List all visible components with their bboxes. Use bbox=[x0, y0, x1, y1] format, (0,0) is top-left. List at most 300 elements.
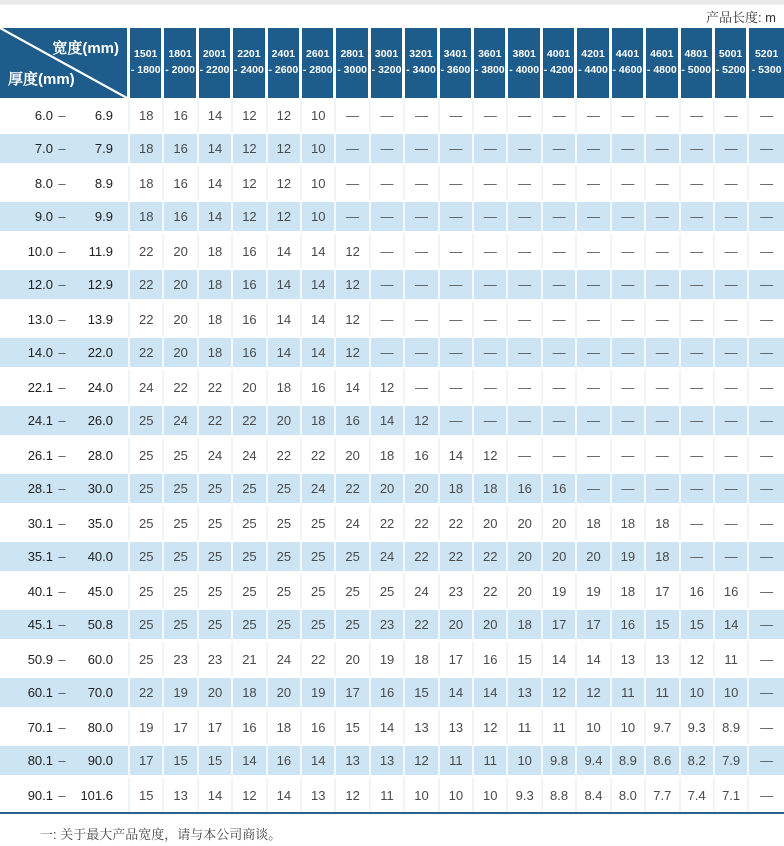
length-value-cell: — bbox=[577, 302, 611, 336]
length-value-cell: 24 bbox=[405, 574, 439, 608]
length-value-cell: 25 bbox=[302, 608, 336, 642]
length-value-cell: — bbox=[543, 268, 577, 302]
length-value-cell: 25 bbox=[164, 506, 198, 540]
table-row bbox=[0, 370, 784, 404]
length-value-cell: 14 bbox=[577, 642, 611, 676]
length-value-cell: — bbox=[715, 472, 749, 506]
length-value-cell: — bbox=[371, 200, 405, 234]
length-value-cell: — bbox=[577, 234, 611, 268]
thickness-range-label: 80.1 – 90.0 bbox=[0, 744, 130, 778]
length-value-cell: 22 bbox=[302, 438, 336, 472]
length-value-cell: 12 bbox=[543, 676, 577, 710]
length-value-cell: 20 bbox=[268, 676, 302, 710]
length-value-cell: 14 bbox=[199, 200, 233, 234]
length-value-cell: — bbox=[681, 98, 715, 132]
length-value-cell: — bbox=[405, 166, 439, 200]
length-value-cell: — bbox=[715, 404, 749, 438]
thickness-range-label: 24.1 – 26.0 bbox=[0, 404, 130, 438]
length-value-cell: 22 bbox=[474, 540, 508, 574]
width-axis-label: 宽度(mm) bbox=[52, 40, 119, 57]
length-value-cell: 14 bbox=[474, 676, 508, 710]
length-value-cell: — bbox=[646, 98, 680, 132]
length-value-cell: 14 bbox=[302, 744, 336, 778]
length-value-cell: — bbox=[543, 132, 577, 166]
table-body bbox=[0, 98, 784, 812]
length-value-cell: 10 bbox=[577, 710, 611, 744]
length-value-cell: — bbox=[577, 438, 611, 472]
length-value-cell: 15 bbox=[199, 744, 233, 778]
length-value-cell: — bbox=[681, 336, 715, 370]
length-value-cell: — bbox=[508, 98, 542, 132]
length-value-cell: 25 bbox=[371, 574, 405, 608]
length-value-cell: 12 bbox=[474, 438, 508, 472]
length-value-cell: 25 bbox=[233, 608, 267, 642]
length-value-cell: — bbox=[371, 336, 405, 370]
length-value-cell: 15 bbox=[130, 778, 164, 812]
length-value-cell: 11 bbox=[543, 710, 577, 744]
length-value-cell: — bbox=[508, 302, 542, 336]
length-value-cell: — bbox=[715, 370, 749, 404]
length-value-cell: 14 bbox=[233, 744, 267, 778]
length-value-cell: 13 bbox=[164, 778, 198, 812]
length-value-cell: 13 bbox=[336, 744, 370, 778]
length-value-cell: 21 bbox=[233, 642, 267, 676]
length-value-cell: 9.4 bbox=[577, 744, 611, 778]
width-range-header: 3401 - 3600 bbox=[440, 28, 474, 98]
length-value-cell: 10 bbox=[302, 166, 336, 200]
length-value-cell: — bbox=[749, 336, 784, 370]
length-value-cell: 14 bbox=[199, 778, 233, 812]
length-value-cell: 19 bbox=[302, 676, 336, 710]
length-value-cell: — bbox=[508, 404, 542, 438]
length-value-cell: — bbox=[749, 744, 784, 778]
length-value-cell: — bbox=[612, 132, 646, 166]
length-value-cell: 22 bbox=[371, 506, 405, 540]
length-value-cell: 20 bbox=[268, 404, 302, 438]
length-value-cell: — bbox=[681, 132, 715, 166]
length-value-cell: 12 bbox=[233, 200, 267, 234]
length-value-cell: 7.9 bbox=[715, 744, 749, 778]
length-value-cell: 16 bbox=[302, 710, 336, 744]
length-value-cell: 14 bbox=[543, 642, 577, 676]
length-value-cell: 24 bbox=[268, 642, 302, 676]
length-value-cell: 7.1 bbox=[715, 778, 749, 812]
thickness-range-label: 10.0 – 11.9 bbox=[0, 234, 130, 268]
length-value-cell: 20 bbox=[508, 574, 542, 608]
length-value-cell: — bbox=[440, 234, 474, 268]
length-value-cell: 11 bbox=[508, 710, 542, 744]
length-value-cell: 24 bbox=[199, 438, 233, 472]
length-value-cell: — bbox=[543, 370, 577, 404]
length-value-cell: 25 bbox=[302, 574, 336, 608]
length-value-cell: — bbox=[474, 234, 508, 268]
length-value-cell: 12 bbox=[336, 336, 370, 370]
thickness-range-label: 30.1 – 35.0 bbox=[0, 506, 130, 540]
length-value-cell: — bbox=[715, 302, 749, 336]
length-value-cell: 17 bbox=[164, 710, 198, 744]
length-value-cell: — bbox=[508, 166, 542, 200]
length-value-cell: 9.7 bbox=[646, 710, 680, 744]
length-value-cell: 22 bbox=[336, 472, 370, 506]
length-value-cell: 16 bbox=[164, 200, 198, 234]
length-value-cell: 8.8 bbox=[543, 778, 577, 812]
length-value-cell: 25 bbox=[268, 506, 302, 540]
length-value-cell: 18 bbox=[474, 472, 508, 506]
length-value-cell: 8.6 bbox=[646, 744, 680, 778]
length-value-cell: 25 bbox=[199, 540, 233, 574]
table-bottom-rule bbox=[0, 812, 784, 814]
length-value-cell: 24 bbox=[371, 540, 405, 574]
length-value-cell: — bbox=[440, 404, 474, 438]
length-value-cell: 20 bbox=[336, 642, 370, 676]
length-value-cell: 23 bbox=[371, 608, 405, 642]
length-value-cell: 10 bbox=[681, 676, 715, 710]
length-value-cell: 25 bbox=[336, 540, 370, 574]
length-value-cell: — bbox=[681, 506, 715, 540]
length-value-cell: — bbox=[749, 676, 784, 710]
length-value-cell: 13 bbox=[405, 710, 439, 744]
thickness-range-label: 60.1 – 70.0 bbox=[0, 676, 130, 710]
length-value-cell: 22 bbox=[233, 404, 267, 438]
length-value-cell: — bbox=[681, 438, 715, 472]
length-value-cell: — bbox=[371, 132, 405, 166]
length-value-cell: — bbox=[749, 268, 784, 302]
length-value-cell: — bbox=[681, 370, 715, 404]
length-value-cell: — bbox=[646, 132, 680, 166]
length-value-cell: — bbox=[543, 234, 577, 268]
table-row bbox=[0, 676, 784, 710]
width-range-header: 2201 - 2400 bbox=[233, 28, 267, 98]
length-value-cell: 14 bbox=[336, 370, 370, 404]
length-value-cell: 18 bbox=[130, 200, 164, 234]
length-value-cell: 12 bbox=[336, 778, 370, 812]
width-range-header: 2601 - 2800 bbox=[302, 28, 336, 98]
length-value-cell: 13 bbox=[646, 642, 680, 676]
length-value-cell: 14 bbox=[268, 778, 302, 812]
length-value-cell: — bbox=[405, 336, 439, 370]
length-value-cell: 10 bbox=[715, 676, 749, 710]
length-value-cell: 25 bbox=[302, 506, 336, 540]
length-value-cell: 12 bbox=[371, 370, 405, 404]
length-value-cell: 15 bbox=[646, 608, 680, 642]
length-value-cell: — bbox=[577, 472, 611, 506]
length-value-cell: — bbox=[440, 166, 474, 200]
length-value-cell: 18 bbox=[233, 676, 267, 710]
length-value-cell: 12 bbox=[268, 132, 302, 166]
length-value-cell: — bbox=[508, 268, 542, 302]
length-value-cell: 20 bbox=[199, 676, 233, 710]
width-range-header: 4001 - 4200 bbox=[543, 28, 577, 98]
max-product-length-table bbox=[0, 28, 784, 812]
width-range-header: 1801 - 2000 bbox=[164, 28, 198, 98]
length-value-cell: 25 bbox=[336, 608, 370, 642]
length-value-cell: 25 bbox=[233, 506, 267, 540]
length-value-cell: — bbox=[749, 642, 784, 676]
length-value-cell: — bbox=[543, 404, 577, 438]
length-value-cell: 20 bbox=[164, 234, 198, 268]
length-value-cell: 25 bbox=[130, 540, 164, 574]
length-value-cell: — bbox=[612, 370, 646, 404]
length-value-cell: — bbox=[681, 404, 715, 438]
length-value-cell: 18 bbox=[371, 438, 405, 472]
length-value-cell: — bbox=[749, 608, 784, 642]
length-value-cell: — bbox=[681, 302, 715, 336]
table-row bbox=[0, 710, 784, 744]
length-value-cell: 10 bbox=[405, 778, 439, 812]
length-value-cell: 8.0 bbox=[612, 778, 646, 812]
length-value-cell: 20 bbox=[164, 268, 198, 302]
length-value-cell: 18 bbox=[268, 710, 302, 744]
length-value-cell: — bbox=[646, 370, 680, 404]
length-value-cell: 14 bbox=[199, 166, 233, 200]
length-value-cell: 20 bbox=[474, 608, 508, 642]
length-value-cell: — bbox=[508, 234, 542, 268]
length-value-cell: 14 bbox=[715, 608, 749, 642]
table-row bbox=[0, 268, 784, 302]
width-range-header: 3601 - 3800 bbox=[474, 28, 508, 98]
length-value-cell: 14 bbox=[199, 98, 233, 132]
table-row bbox=[0, 744, 784, 778]
length-value-cell: — bbox=[543, 200, 577, 234]
length-value-cell: — bbox=[646, 268, 680, 302]
length-value-cell: — bbox=[474, 302, 508, 336]
length-value-cell: 19 bbox=[130, 710, 164, 744]
length-value-cell: — bbox=[612, 472, 646, 506]
width-range-header: 4201 - 4400 bbox=[577, 28, 611, 98]
length-value-cell: 14 bbox=[440, 438, 474, 472]
length-value-cell: — bbox=[336, 132, 370, 166]
table-row bbox=[0, 506, 784, 540]
length-value-cell: 18 bbox=[199, 336, 233, 370]
table-row bbox=[0, 540, 784, 574]
length-value-cell: — bbox=[749, 370, 784, 404]
length-value-cell: 18 bbox=[130, 98, 164, 132]
table-row bbox=[0, 132, 784, 166]
length-value-cell: — bbox=[474, 370, 508, 404]
length-value-cell: 17 bbox=[577, 608, 611, 642]
length-value-cell: 10 bbox=[474, 778, 508, 812]
length-value-cell: 18 bbox=[268, 370, 302, 404]
length-value-cell: 16 bbox=[508, 472, 542, 506]
length-value-cell: 10 bbox=[302, 98, 336, 132]
table-row bbox=[0, 438, 784, 472]
length-value-cell: — bbox=[577, 200, 611, 234]
length-value-cell: 14 bbox=[371, 710, 405, 744]
table-row bbox=[0, 98, 784, 132]
length-value-cell: — bbox=[646, 336, 680, 370]
length-value-cell: 10 bbox=[508, 744, 542, 778]
length-value-cell: — bbox=[577, 166, 611, 200]
length-value-cell: — bbox=[577, 404, 611, 438]
length-value-cell: 11 bbox=[715, 642, 749, 676]
length-value-cell: 22 bbox=[474, 574, 508, 608]
length-value-cell: 20 bbox=[233, 370, 267, 404]
length-value-cell: 9.8 bbox=[543, 744, 577, 778]
length-value-cell: — bbox=[336, 98, 370, 132]
length-value-cell: 20 bbox=[164, 336, 198, 370]
length-value-cell: — bbox=[612, 166, 646, 200]
length-value-cell: 17 bbox=[440, 642, 474, 676]
length-value-cell: — bbox=[543, 166, 577, 200]
length-value-cell: 10 bbox=[302, 200, 336, 234]
length-value-cell: 17 bbox=[336, 676, 370, 710]
length-value-cell: — bbox=[612, 98, 646, 132]
length-value-cell: — bbox=[577, 98, 611, 132]
length-value-cell: — bbox=[749, 438, 784, 472]
length-value-cell: 18 bbox=[612, 506, 646, 540]
length-value-cell: — bbox=[715, 336, 749, 370]
table-row bbox=[0, 166, 784, 200]
length-value-cell: 11 bbox=[371, 778, 405, 812]
length-value-cell: 16 bbox=[715, 574, 749, 608]
length-value-cell: — bbox=[646, 302, 680, 336]
length-value-cell: 12 bbox=[336, 302, 370, 336]
length-value-cell: 18 bbox=[646, 506, 680, 540]
corner-cell bbox=[0, 28, 130, 98]
length-value-cell: 16 bbox=[612, 608, 646, 642]
length-value-cell: 11 bbox=[612, 676, 646, 710]
thickness-range-label: 13.0 – 13.9 bbox=[0, 302, 130, 336]
length-value-cell: 22 bbox=[130, 302, 164, 336]
length-value-cell: 16 bbox=[233, 710, 267, 744]
length-value-cell: 14 bbox=[199, 132, 233, 166]
thickness-range-label: 26.1 – 28.0 bbox=[0, 438, 130, 472]
length-value-cell: — bbox=[371, 166, 405, 200]
length-value-cell: 22 bbox=[130, 336, 164, 370]
length-value-cell: 15 bbox=[508, 642, 542, 676]
length-value-cell: 25 bbox=[130, 574, 164, 608]
length-value-cell: 22 bbox=[199, 404, 233, 438]
length-value-cell: 12 bbox=[474, 710, 508, 744]
length-value-cell: 16 bbox=[268, 744, 302, 778]
length-value-cell: 7.4 bbox=[681, 778, 715, 812]
length-value-cell: — bbox=[646, 200, 680, 234]
length-value-cell: — bbox=[405, 132, 439, 166]
length-value-cell: 18 bbox=[646, 540, 680, 574]
length-value-cell: — bbox=[508, 200, 542, 234]
length-value-cell: 22 bbox=[268, 438, 302, 472]
table-row bbox=[0, 200, 784, 234]
length-value-cell: 24 bbox=[233, 438, 267, 472]
length-value-cell: 18 bbox=[508, 608, 542, 642]
length-value-cell: — bbox=[749, 132, 784, 166]
length-value-cell: 14 bbox=[302, 302, 336, 336]
length-value-cell: 16 bbox=[371, 676, 405, 710]
width-range-header: 3201 - 3400 bbox=[405, 28, 439, 98]
length-value-cell: — bbox=[715, 234, 749, 268]
length-value-cell: 13 bbox=[440, 710, 474, 744]
length-value-cell: — bbox=[681, 268, 715, 302]
length-value-cell: — bbox=[440, 268, 474, 302]
length-value-cell: — bbox=[336, 200, 370, 234]
length-value-cell: 16 bbox=[543, 472, 577, 506]
length-value-cell: 23 bbox=[440, 574, 474, 608]
length-value-cell: 16 bbox=[302, 370, 336, 404]
length-value-cell: 19 bbox=[612, 540, 646, 574]
length-value-cell: — bbox=[715, 268, 749, 302]
length-value-cell: 16 bbox=[164, 132, 198, 166]
length-value-cell: — bbox=[612, 200, 646, 234]
table-row bbox=[0, 472, 784, 506]
length-value-cell: 7.7 bbox=[646, 778, 680, 812]
length-value-cell: — bbox=[749, 506, 784, 540]
length-value-cell: 15 bbox=[681, 608, 715, 642]
length-value-cell: 16 bbox=[681, 574, 715, 608]
length-value-cell: 25 bbox=[268, 608, 302, 642]
length-value-cell: — bbox=[474, 132, 508, 166]
length-value-cell: 10 bbox=[440, 778, 474, 812]
length-value-cell: 14 bbox=[302, 234, 336, 268]
length-value-cell: 18 bbox=[130, 132, 164, 166]
length-value-cell: 12 bbox=[268, 200, 302, 234]
table-row bbox=[0, 302, 784, 336]
table-row bbox=[0, 778, 784, 812]
length-value-cell: — bbox=[612, 302, 646, 336]
length-value-cell: 13 bbox=[508, 676, 542, 710]
length-value-cell: — bbox=[715, 166, 749, 200]
length-value-cell: 25 bbox=[164, 574, 198, 608]
length-value-cell: — bbox=[440, 200, 474, 234]
length-value-cell: 20 bbox=[508, 540, 542, 574]
thickness-range-label: 90.1 – 101.6 bbox=[0, 778, 130, 812]
length-value-cell: 16 bbox=[474, 642, 508, 676]
length-value-cell: 13 bbox=[371, 744, 405, 778]
length-value-cell: — bbox=[612, 234, 646, 268]
length-value-cell: 8.4 bbox=[577, 778, 611, 812]
length-value-cell: 15 bbox=[336, 710, 370, 744]
length-value-cell: 22 bbox=[302, 642, 336, 676]
length-value-cell: 11 bbox=[646, 676, 680, 710]
length-value-cell: — bbox=[646, 472, 680, 506]
table-row bbox=[0, 404, 784, 438]
length-value-cell: 12 bbox=[268, 98, 302, 132]
length-value-cell: — bbox=[405, 370, 439, 404]
length-value-cell: — bbox=[681, 200, 715, 234]
length-value-cell: — bbox=[543, 302, 577, 336]
table-row bbox=[0, 336, 784, 370]
table-row bbox=[0, 608, 784, 642]
length-value-cell: 12 bbox=[681, 642, 715, 676]
length-value-cell: — bbox=[749, 540, 784, 574]
thickness-range-label: 7.0 – 7.9 bbox=[0, 132, 130, 166]
length-value-cell: 24 bbox=[130, 370, 164, 404]
length-value-cell: — bbox=[749, 234, 784, 268]
length-value-cell: 8.9 bbox=[612, 744, 646, 778]
length-value-cell: 25 bbox=[233, 472, 267, 506]
length-value-cell: 22 bbox=[164, 370, 198, 404]
length-value-cell: 22 bbox=[199, 370, 233, 404]
length-value-cell: 19 bbox=[164, 676, 198, 710]
length-value-cell: 20 bbox=[336, 438, 370, 472]
width-range-header: 3801 - 4000 bbox=[508, 28, 542, 98]
width-range-header: 4801 - 5000 bbox=[681, 28, 715, 98]
length-value-cell: 16 bbox=[233, 268, 267, 302]
length-value-cell: — bbox=[577, 268, 611, 302]
length-value-cell: — bbox=[440, 132, 474, 166]
length-value-cell: — bbox=[681, 540, 715, 574]
length-value-cell: — bbox=[612, 404, 646, 438]
thickness-axis-label: 厚度(mm) bbox=[8, 71, 75, 88]
length-value-cell: 12 bbox=[336, 234, 370, 268]
thickness-range-label: 12.0 – 12.9 bbox=[0, 268, 130, 302]
length-value-cell: 12 bbox=[233, 132, 267, 166]
length-value-cell: 10 bbox=[612, 710, 646, 744]
length-value-cell: — bbox=[440, 336, 474, 370]
width-range-header: 3001 - 3200 bbox=[371, 28, 405, 98]
length-value-cell: 22 bbox=[440, 506, 474, 540]
length-value-cell: 8.2 bbox=[681, 744, 715, 778]
length-value-cell: — bbox=[749, 98, 784, 132]
